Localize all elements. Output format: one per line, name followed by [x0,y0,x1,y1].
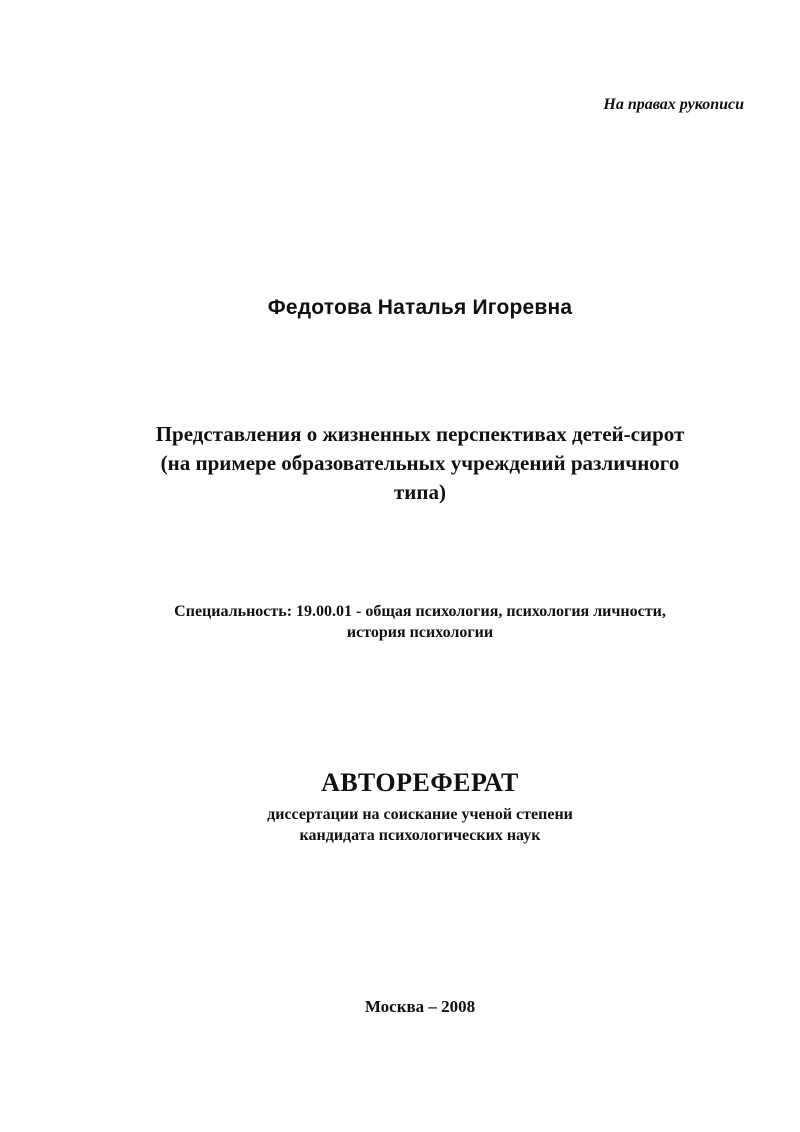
document-type-heading: АВТОРЕФЕРАТ [321,768,519,797]
title-line: (на примере образовательных учреждений различного [160,451,680,475]
title-line: Представления о жизненных перспективах детей-сирот [155,422,685,446]
city-year: Москва – 2008 [364,997,476,1016]
specialty-line: Специальность: 19.00.01 - общая психология, психология личности, [174,603,666,620]
degree-line: диссертации на соискание ученой степени [267,806,573,823]
title-line: типа) [393,480,446,504]
dissertation-title [100,420,740,507]
degree-block [100,804,740,846]
author-name: Федотова Наталья Игоревна [267,296,573,319]
manuscript-rights-note: На правах рукописи [603,96,744,113]
degree-line: кандидата психологических наук [299,827,541,844]
specialty-block [100,601,740,643]
specialty-line: история психологии [346,624,494,641]
